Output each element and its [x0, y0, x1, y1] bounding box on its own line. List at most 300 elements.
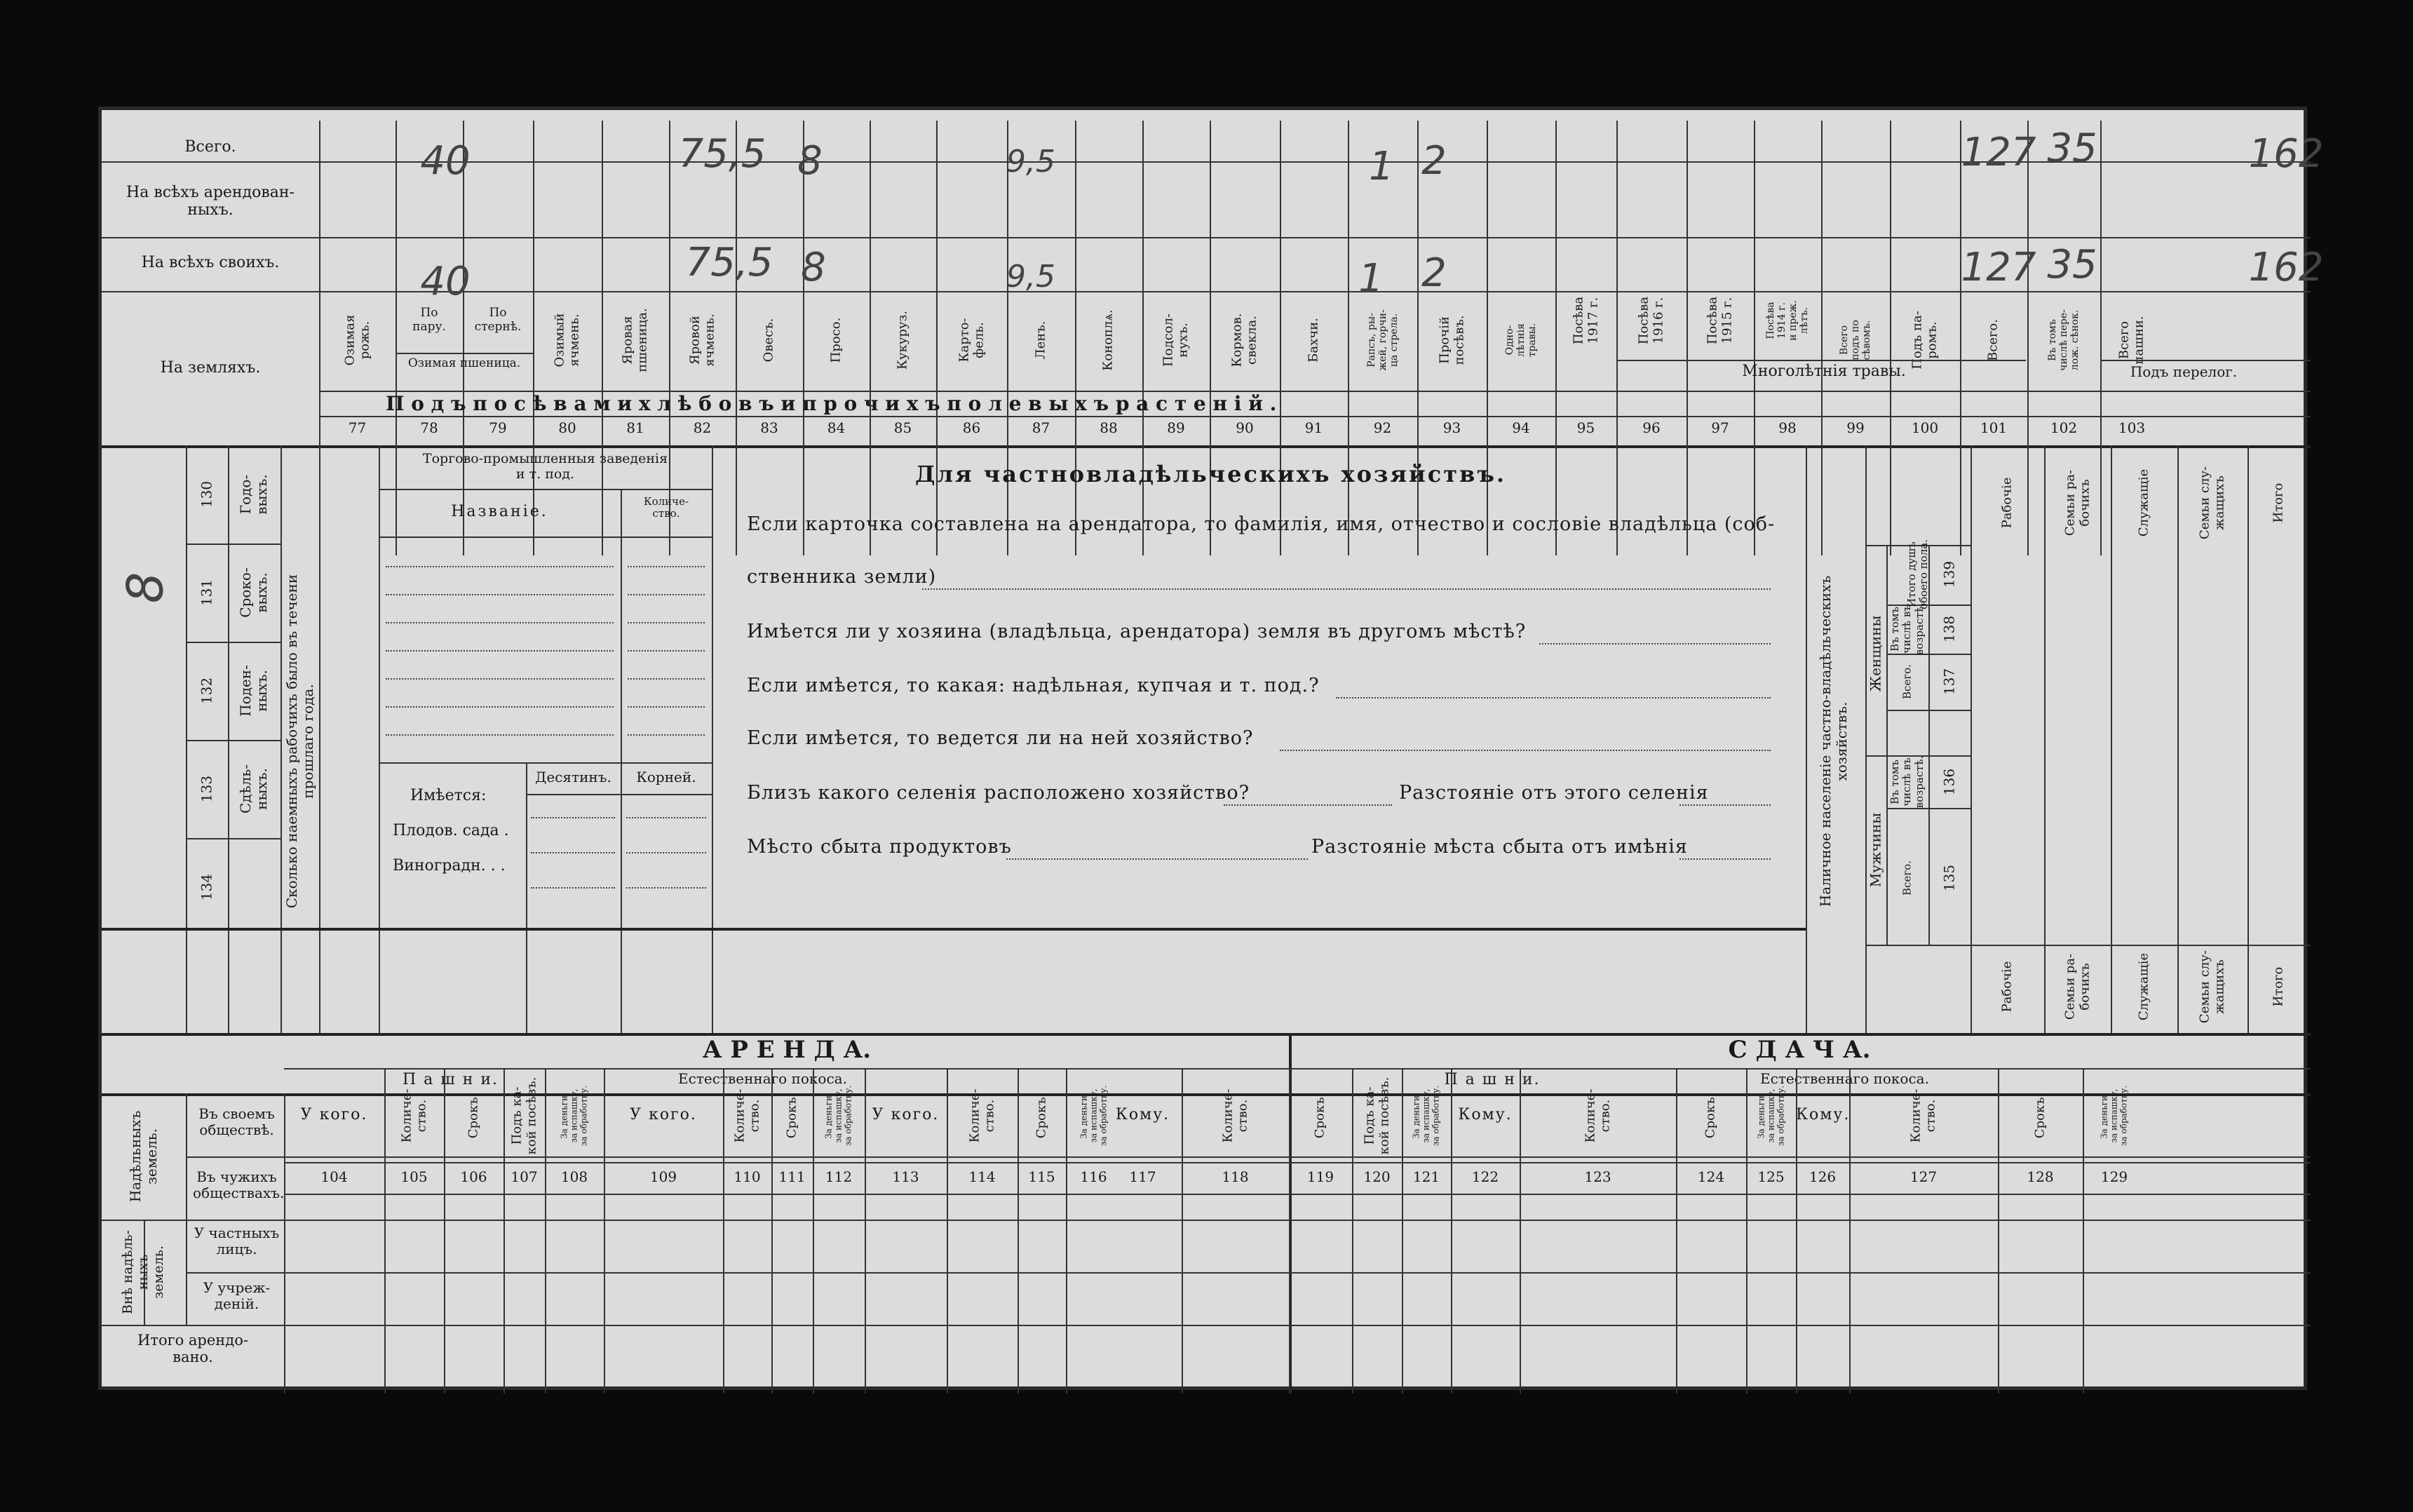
private-title: Для частновладѣльческихъ хозяйствъ.: [915, 461, 1506, 487]
lease-col-118: Количе- ство.: [1219, 1088, 1250, 1143]
grid-line: [870, 121, 871, 555]
lease-col-109: У кого.: [630, 1106, 697, 1123]
worker-num-131: 131: [198, 579, 215, 607]
crop-header-98: Посѣва 1914 г. и преж. лѣтъ.: [1764, 300, 1811, 341]
lease-col-129: За деньги, за испашку, за обработку.: [2099, 1085, 2128, 1147]
grid-line: [102, 928, 1806, 931]
lease-num-116: 116: [1080, 1168, 1107, 1185]
grid-line: [228, 445, 229, 1033]
lease-col-107: Подъ ка- кой посѣвъ.: [508, 1076, 539, 1155]
crop-num-88: 88: [1100, 419, 1118, 436]
grid-line: [384, 1068, 386, 1393]
grid-line: [284, 1220, 2311, 1221]
private-dotted: [922, 588, 1771, 590]
hw-r1-vsego-posev: 127: [1961, 130, 2036, 175]
grid-line: [1746, 1068, 1748, 1393]
grid-line: [444, 1068, 445, 1393]
hw-r3-rozh: 40: [420, 259, 471, 304]
grid-line: [102, 445, 2311, 448]
grid-line: [1402, 1068, 1403, 1393]
grid-line: [280, 445, 282, 1033]
grid-line: [1018, 1068, 1019, 1393]
grid-line: [526, 762, 527, 1033]
private-line-0: Если карточка составлена на арендатора, то фамилія, имя, отчество и сословіе владѣльца (соб-: [747, 513, 1776, 535]
private-dotted: [1679, 858, 1771, 860]
grid-line: [1417, 121, 1419, 555]
lease-col-122: Кому.: [1458, 1106, 1513, 1123]
lease-num-127: 127: [1910, 1168, 1938, 1185]
lease-col-113: У кого.: [872, 1106, 940, 1123]
sdacha-pashni: П а ш н и.: [1444, 1071, 1541, 1088]
grid-line: [284, 1068, 2311, 1069]
row-chuzhikh: Въ чужихъ обществахъ.: [193, 1168, 285, 1201]
grid-line: [319, 416, 2311, 417]
grid-line: [2083, 1068, 2084, 1393]
grid-line: [186, 642, 280, 643]
hw-r3-yachmen: 8: [801, 245, 826, 290]
row-uchrezhdeniy: У учреж- деній.: [203, 1279, 271, 1312]
lease-num-119: 119: [1306, 1168, 1334, 1185]
lease-num-120: 120: [1363, 1168, 1391, 1185]
grid-line: [1555, 121, 1557, 555]
private-dotted: [1679, 804, 1771, 806]
lease-col-104: У кого.: [300, 1106, 368, 1123]
imeetsya-label: Имѣется:: [410, 787, 487, 804]
lease-num-118: 118: [1222, 1168, 1249, 1185]
hw-r3-par: 35: [2047, 242, 2097, 288]
worker-num-130: 130: [198, 480, 215, 508]
private-dotted: [1280, 750, 1771, 751]
trade-dotted: [386, 706, 614, 708]
desyatin-col: Десятинъ.: [535, 769, 611, 785]
lease-col-112: За деньги, за испашку, за обработку.: [823, 1085, 853, 1147]
pop-num-135: 135: [1940, 864, 1958, 892]
grid-line: [736, 121, 737, 555]
crop-header-93: Прочій посѣвъ.: [1436, 315, 1466, 365]
vinograd-label: Виноградн. . .: [393, 857, 506, 875]
crop-header-77: Озимая рожь.: [342, 314, 372, 366]
crop-header-78: По пару.: [412, 306, 446, 334]
crop-num-91: 91: [1304, 419, 1323, 436]
group-vne-nadelnykh: Внѣ надѣль- ныхъ земель.: [120, 1229, 166, 1315]
private-line-1: ственника земли): [747, 566, 937, 588]
trade-dotted: [531, 817, 615, 818]
crop-header-101: Всего.: [1985, 319, 2001, 361]
group-nadelnykh: Надѣльныхъ земель.: [127, 1110, 160, 1203]
trade-dotted: [628, 622, 705, 623]
pop-col-bottom-4: Итого: [2271, 966, 2286, 1007]
grid-line: [1806, 445, 1807, 1033]
trade-dotted: [626, 852, 706, 853]
crop-num-77: 77: [348, 419, 367, 436]
crop-header-96: Посѣва 1916 г.: [1636, 296, 1665, 345]
private-line-3: Если имѣется, то какая: надѣльная, купчая и т. под.?: [747, 675, 1320, 696]
arenda-pashni: П а ш н и.: [402, 1071, 499, 1088]
grid-line: [102, 1093, 2311, 1096]
private-line-8: Разстояніе мѣста сбыта отъ имѣнія: [1311, 836, 1688, 858]
trade-dotted: [386, 678, 614, 680]
lease-col-121: За деньги, за испашку, за обработку.: [1411, 1085, 1440, 1147]
grid-line: [186, 740, 280, 741]
grid-line: [379, 762, 712, 764]
lease-num-125: 125: [1757, 1168, 1785, 1185]
lease-num-111: 111: [778, 1168, 806, 1185]
crop-num-82: 82: [693, 419, 712, 436]
hw-r3-yarovaya: 75,5: [685, 240, 773, 285]
grid-line: [284, 1194, 2311, 1195]
lease-col-120: Подъ ка- кой посѣвъ.: [1361, 1076, 1391, 1155]
trade-dotted: [531, 852, 615, 853]
trade-dotted: [531, 887, 615, 889]
grid-line: [1821, 121, 1823, 555]
grid-line: [1676, 1068, 1677, 1393]
arenda-pokosa: Естественнаго покоса.: [678, 1070, 847, 1087]
crop-header-80: Озимый ячмень.: [552, 313, 581, 367]
census-card: [98, 107, 2324, 1390]
grid-line: [1352, 1068, 1353, 1393]
crop-num-89: 89: [1167, 419, 1185, 436]
pod-posevami-banner: П о д ъ п о с ѣ в а м и х л ѣ б о в ъ и п р о ч и х ъ п о л е в ы х ъ р а с т е н і й .: [386, 392, 1277, 415]
trade-qty-col: Количе- ство.: [643, 495, 689, 520]
grid-line: [669, 121, 670, 555]
worker-num-133: 133: [198, 775, 215, 803]
crop-header-86: Карто- фель.: [956, 318, 986, 363]
grid-line: [1998, 1068, 1999, 1393]
crop-header-83: Овесъ.: [761, 318, 776, 363]
hw-r3-vsego-pashni: 162: [2248, 245, 2324, 290]
grid-line: [379, 445, 380, 1033]
private-dotted: [1539, 643, 1771, 644]
grid-line: [803, 121, 804, 555]
trade-dotted: [628, 678, 705, 680]
lease-num-107: 107: [511, 1168, 538, 1185]
grid-line: [712, 445, 713, 1033]
grid-line: [186, 838, 280, 839]
crop-num-96: 96: [1642, 419, 1661, 436]
hw-r1-yachmen: 8: [797, 138, 823, 184]
pop-num-137: 137: [1940, 668, 1958, 696]
lease-num-128: 128: [2027, 1168, 2054, 1185]
pop-col-bottom-0: Рабочіе: [1999, 961, 2015, 1013]
trade-dotted: [626, 817, 706, 818]
lease-num-121: 121: [1412, 1168, 1440, 1185]
crop-header-99: Всего подъ по сѣвомъ.: [1838, 320, 1873, 360]
mnogoletnie-label: Многолѣтнія травы.: [1742, 363, 1906, 380]
grid-line: [1616, 121, 1618, 555]
hw-r1-vsego-pashni: 162: [2248, 131, 2324, 177]
grid-line: [379, 536, 712, 538]
crop-num-101: 101: [1980, 419, 2008, 436]
hw-r3-kartofel: 9,5: [1006, 259, 1055, 295]
lease-col-124: Срокъ.: [1703, 1093, 1718, 1139]
crop-header-79: По стернѣ.: [474, 306, 522, 334]
row-svoem: Въ своемъ обществѣ.: [198, 1105, 275, 1138]
population-title: Наличное населеніе частно-владѣльческихъ хозяйствъ.: [1817, 575, 1850, 907]
crop-header-92: Рапсъ, ры- жей, горчи- ца стрела.: [1365, 309, 1400, 371]
grid-line: [1886, 710, 1971, 711]
sdacha-banner: С Д А Ч А.: [1728, 1036, 1871, 1064]
grid-line: [936, 121, 938, 555]
grid-line: [2100, 360, 2311, 361]
trade-dotted: [628, 566, 705, 567]
hw-r3-raps: 2: [1421, 250, 1447, 296]
grid-line: [723, 1068, 724, 1393]
lease-num-124: 124: [1697, 1168, 1725, 1185]
grid-line: [1890, 121, 1891, 555]
pop-col-bottom-3: Семьи слу- жащихъ: [2197, 950, 2226, 1024]
pop-col-top-0: Рабочіе: [1999, 477, 2015, 529]
grid-line: [186, 1093, 187, 1325]
private-line-5: Близъ какого селенія расположено хозяйство?: [747, 782, 1250, 804]
grid-line: [2027, 121, 2029, 555]
hw-side-mark: 8: [116, 572, 175, 604]
lease-num-112: 112: [825, 1168, 853, 1185]
grid-line: [1007, 121, 1008, 555]
crop-num-100: 100: [1911, 419, 1939, 436]
lease-col-126: Кому.: [1796, 1106, 1851, 1123]
pod-perelog-label: Подъ перелог.: [2130, 363, 2238, 380]
lease-num-129: 129: [2100, 1168, 2128, 1185]
crop-num-85: 85: [893, 419, 912, 436]
lease-col-127: Количе- ство.: [1908, 1088, 1938, 1143]
pop-col-bottom-2: Служащіе: [2136, 952, 2151, 1021]
men-label: Мужчины: [1867, 812, 1884, 888]
sad-label: Плодов. сада .: [393, 822, 509, 839]
itogo-dush-label: Итого душъ обоего пола.: [1905, 539, 1930, 609]
grid-line: [319, 445, 320, 1033]
crop-num-95: 95: [1576, 419, 1595, 436]
crop-num-80: 80: [558, 419, 576, 436]
workers-caption: Сколько наемныхъ рабочихъ было въ течени прошлаго года.: [283, 574, 316, 909]
women-vsego: Всего.: [1900, 664, 1914, 699]
lease-col-128: Срокъ.: [2032, 1093, 2048, 1139]
trade-dotted: [386, 734, 614, 736]
lease-col-114: Количе- ство.: [966, 1088, 996, 1143]
grid-line: [1754, 121, 1755, 555]
row-label-svoikh: На всѣхъ своихъ.: [141, 254, 280, 271]
crop-num-83: 83: [760, 419, 778, 436]
crop-header-81: Яровая пшеница.: [620, 308, 649, 372]
men-v-tom: Въ томъ числѣ въ возрастѣ.: [1888, 755, 1926, 809]
grid-line: [621, 762, 622, 1033]
grid-line: [1210, 121, 1211, 555]
trade-dotted: [628, 706, 705, 708]
lease-num-123: 123: [1584, 1168, 1611, 1185]
grid-line: [1066, 1068, 1067, 1393]
crop-header-103: Всего пашни.: [2116, 316, 2146, 365]
grid-line: [545, 1068, 546, 1393]
ozimaya-pshenitsa-label: Озимая пшеница.: [407, 356, 521, 370]
private-line-6: Разстояніе отъ этого селенія: [1399, 782, 1709, 804]
crop-header-102: Въ томъ числѣ пере- лож. сѣнок.: [2046, 309, 2081, 371]
crop-header-82: Яровой ячмень.: [687, 313, 717, 367]
grid-line: [1182, 1068, 1183, 1393]
private-dotted: [1224, 804, 1392, 806]
grid-line: [1687, 121, 1688, 555]
grid-line: [1520, 1068, 1521, 1393]
lease-num-110: 110: [734, 1168, 761, 1185]
lease-num-105: 105: [400, 1168, 428, 1185]
hw-r1-raps: 2: [1421, 138, 1447, 184]
arenda-banner: А Р Е Н Д А.: [702, 1036, 872, 1064]
grid-line: [2100, 121, 2102, 555]
pop-col-top-1: Семьи ра- бочихъ: [2062, 469, 2092, 536]
private-line-4: Если имѣется, то ведется ли на ней хозяйство?: [747, 727, 1254, 749]
lease-num-106: 106: [460, 1168, 487, 1185]
grid-line: [1075, 121, 1076, 555]
crop-num-99: 99: [1846, 419, 1865, 436]
grid-line: [947, 1068, 948, 1393]
crop-header-95: Посѣва 1917 г.: [1570, 296, 1600, 345]
crop-num-86: 86: [962, 419, 981, 436]
trade-dotted: [628, 734, 705, 736]
lease-col-117: Кому.: [1115, 1106, 1170, 1123]
worker-num-132: 132: [198, 677, 215, 705]
lease-col-119: Срокъ.: [1312, 1093, 1327, 1139]
hw-r3-vsego-posev: 127: [1961, 245, 2036, 290]
lease-num-108: 108: [560, 1168, 588, 1185]
pop-col-bottom-1: Семьи ра- бочихъ: [2062, 953, 2092, 1020]
worker-label-132: Поден- ныхъ.: [237, 665, 270, 717]
women-v-tom: Въ томъ числѣ въ возрастѣ.: [1888, 602, 1926, 656]
crop-header-94: Одно- лѣтнія травы.: [1503, 323, 1539, 358]
trade-dotted: [626, 887, 706, 889]
hw-r1-kartofel: 9,5: [1006, 144, 1055, 180]
crop-header-91: Бахчи.: [1306, 318, 1321, 363]
row-label-na-zemlyakh: На земляхъ.: [160, 359, 261, 377]
crop-num-94: 94: [1512, 419, 1530, 436]
pop-col-top-4: Итого: [2271, 482, 2286, 523]
grid-line: [1971, 945, 2311, 946]
lease-col-125: За деньги, за испашку, за обработку.: [1755, 1085, 1785, 1147]
row-label-arendovannykh: На всѣхъ арендован- ныхъ.: [126, 184, 295, 220]
grid-line: [1616, 360, 2026, 361]
trade-title: Торгово-промышленныя заведенія и т. под.: [422, 451, 668, 482]
lease-col-106: Срокъ.: [466, 1093, 481, 1139]
grid-line: [1960, 121, 1961, 555]
worker-label-133: Сдѣль- ныхъ.: [237, 764, 270, 814]
pop-num-138: 138: [1940, 615, 1958, 643]
grid-line: [1280, 121, 1281, 555]
grid-line: [102, 1033, 2311, 1036]
crop-num-98: 98: [1778, 419, 1797, 436]
grid-line: [1348, 121, 1349, 555]
grid-line: [463, 121, 464, 555]
crop-header-89: Подсол- нухъ.: [1161, 313, 1190, 367]
crop-header-100: Подъ па- ромъ.: [1910, 311, 1939, 370]
grid-line: [1289, 1068, 1290, 1393]
hw-r3-bakhchi: 1: [1358, 256, 1384, 302]
lease-col-111: Срокъ.: [784, 1093, 799, 1139]
trade-name-col: Названіе.: [451, 503, 548, 520]
grid-line: [284, 1162, 2311, 1163]
grid-line: [379, 489, 712, 490]
row-itogo: Итого арендо- вано.: [137, 1332, 248, 1366]
women-label: Женщины: [1867, 615, 1884, 692]
trade-dotted: [386, 594, 614, 595]
row-chastnykh: У частныхъ лицъ.: [194, 1224, 280, 1257]
grid-line: [1142, 121, 1144, 555]
korney-col: Корней.: [636, 769, 696, 785]
trade-dotted: [386, 650, 614, 652]
hw-r1-yarovaya: 75,5: [678, 131, 766, 177]
lease-col-115: Срокъ.: [1034, 1093, 1049, 1139]
grid-line: [1487, 121, 1488, 555]
private-dotted: [1006, 858, 1308, 860]
hw-r1-par: 35: [2047, 126, 2097, 171]
crop-header-88: Коноплѧ.: [1100, 309, 1116, 371]
worker-num-134: 134: [198, 873, 215, 901]
crop-num-97: 97: [1711, 419, 1729, 436]
pop-col-top-3: Семьи слу- жащихъ: [2197, 466, 2226, 540]
grid-line: [102, 1325, 2311, 1326]
private-dotted: [1336, 697, 1771, 698]
private-line-7: Мѣсто сбыта продуктовъ: [747, 836, 1012, 858]
grid-line: [396, 121, 397, 555]
crop-num-102: 102: [2050, 419, 2078, 436]
lease-num-117: 117: [1129, 1168, 1156, 1185]
lease-num-113: 113: [892, 1168, 919, 1185]
grid-line: [102, 237, 2311, 238]
trade-dotted: [386, 622, 614, 623]
trade-dotted: [628, 650, 705, 652]
lease-num-115: 115: [1028, 1168, 1055, 1185]
trade-dotted: [628, 594, 705, 595]
pop-col-top-2: Служащіе: [2136, 468, 2151, 537]
grid-line: [186, 544, 280, 545]
crop-num-93: 93: [1442, 419, 1461, 436]
crop-num-79: 79: [489, 419, 507, 436]
worker-label-130: Годо- выхъ.: [237, 474, 270, 515]
grid-line: [533, 121, 534, 555]
lease-num-114: 114: [968, 1168, 996, 1185]
lease-col-123: Количе- ство.: [1582, 1088, 1612, 1143]
grid-line: [503, 1068, 505, 1393]
grid-line: [1849, 1068, 1851, 1393]
crop-num-103: 103: [2118, 419, 2146, 436]
lease-col-108: За деньги, за испашку, за обработку.: [559, 1085, 588, 1147]
grid-line: [602, 121, 603, 555]
hw-r1-bakhchi: 1: [1369, 144, 1394, 189]
crop-num-78: 78: [420, 419, 438, 436]
lease-col-110: Количе- ство.: [731, 1088, 762, 1143]
lease-num-104: 104: [320, 1168, 348, 1185]
trade-dotted: [386, 566, 614, 567]
sdacha-pokosa: Естественнаго покоса.: [1760, 1070, 1929, 1087]
grid-line: [526, 794, 712, 795]
crop-header-90: Кормов. свекла.: [1229, 313, 1259, 367]
grid-line: [284, 1093, 285, 1393]
crop-header-84: Просо.: [828, 317, 844, 363]
crop-header-87: Ленъ.: [1033, 320, 1048, 360]
men-vsego: Всего.: [1900, 860, 1914, 896]
crop-num-92: 92: [1373, 419, 1392, 436]
grid-line: [621, 489, 622, 762]
worker-label-131: Сроко- выхъ.: [237, 567, 270, 618]
grid-line: [813, 1068, 814, 1393]
crop-header-85: Кукуруз.: [895, 310, 910, 370]
lease-col-105: Количе- ство.: [398, 1088, 428, 1143]
lease-num-109: 109: [649, 1168, 677, 1185]
row-label-vsego: Всего.: [184, 138, 236, 156]
lease-col-116: За деньги, за испашку, за обработку.: [1078, 1085, 1108, 1147]
crop-num-87: 87: [1032, 419, 1050, 436]
pop-num-139: 139: [1940, 560, 1958, 588]
grid-line: [186, 445, 187, 1033]
grid-line: [771, 1068, 773, 1393]
crop-num-84: 84: [827, 419, 846, 436]
pop-num-136: 136: [1940, 768, 1958, 796]
